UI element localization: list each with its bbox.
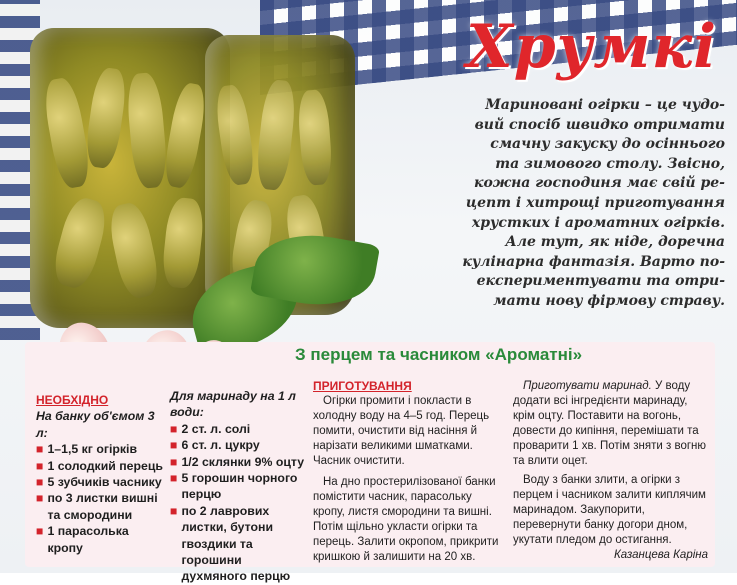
list-item: ■ 5 зубчиків часнику — [36, 475, 162, 490]
marinade-instructions — [513, 379, 708, 563]
intro-line: кожна господиня має свій ре- — [473, 175, 725, 192]
intro-line: хрустких і ароматних огірків. — [471, 214, 725, 231]
finish-paragraph: Воду з банки злити, а огірки з перцем і часником залити киплячим маринадом. Закупорити, перевернути банку догори дном, укутати пледом до остигання. — [513, 474, 706, 546]
list-item: ■ по 3 листки вишні та смородини — [36, 491, 158, 522]
needed-heading: НЕОБХІДНО — [36, 393, 109, 407]
marinade-heading: Для маринаду на 1 л води: — [170, 389, 296, 420]
bullet-icon: ■ — [36, 442, 44, 457]
list-item: ■ по 2 лаврових листки, бутони гвоздики та горошини духмяного перцю — [170, 503, 291, 584]
article-title: Хрумкі — [466, 12, 717, 82]
intro-line: кулінарна фантазія. Варто по- — [462, 253, 725, 270]
list-item: ■ 1 парасолька кропу — [36, 524, 129, 555]
bullet-icon: ■ — [170, 438, 178, 453]
preparation-heading: ПРИГОТУВАННЯ — [313, 379, 412, 393]
list-item: ■ 6 ст. л. цукру — [170, 438, 260, 453]
preparation-paragraph: Огірки промити і покласти в холодну воду на 4–5 год. Перець помити, очистити від насіння й нарізати великими шматками. Часник очистити. — [313, 395, 490, 467]
list-item: ■ 2 ст. л. солі — [170, 421, 251, 436]
intro-line: цепт і хитрощі приготування — [465, 194, 725, 211]
jar-heading: На банку об'ємом 3 л: — [36, 409, 155, 440]
bullet-icon: ■ — [170, 471, 178, 486]
preparation-paragraph: На дно простерилізованої банки помістити часник, парасольку кропу, листя смородини та вишні. Потім щільно укласти огірки та перець. Залити окропом, прикрити кришкою й залишити на 20 хв. — [313, 476, 499, 563]
preparation-column — [313, 379, 503, 565]
list-item: ■ 1 солодкий перець — [36, 458, 163, 473]
intro-line: Мариновані огірки – це чудо- — [485, 97, 725, 113]
bullet-icon: ■ — [36, 524, 44, 539]
intro-line: Але тут, як ніде, доречна — [505, 234, 725, 251]
intro-line: мати нову фірмову страву. — [493, 292, 725, 309]
bullet-icon: ■ — [36, 475, 44, 490]
author-signature: Казанцева Каріна — [613, 549, 708, 561]
intro-line: вий спосіб швидко отримати — [474, 116, 725, 133]
intro-paragraph — [360, 96, 725, 312]
intro-line: експериментувати та отри- — [476, 273, 725, 290]
bullet-icon: ■ — [170, 454, 178, 469]
ingredients-marinade — [170, 388, 305, 585]
list-item: ■ 1/2 склянки 9% оцту — [170, 454, 305, 469]
pickle-jar-left — [30, 28, 230, 328]
bullet-icon: ■ — [170, 421, 178, 436]
intro-line: та зимового столу. Звісно, — [495, 155, 725, 172]
list-item: ■ 1–1,5 кг огірків — [36, 442, 138, 457]
ingredients-jar — [36, 392, 166, 556]
list-item: ■ 5 горошин чорного перцю — [170, 471, 298, 502]
bullet-icon: ■ — [36, 458, 44, 473]
intro-line: смачну закуску до осіннього — [490, 136, 725, 153]
bullet-icon: ■ — [170, 503, 178, 518]
bullet-icon: ■ — [36, 491, 44, 506]
marinade-paragraph: Приготувати маринад. У воду додати всі інгредієнти маринаду, крім оцту. Поставити на вогонь, довести до кипіння, перемішати та проварити 1 хв. Потім зняти з вогню та влити оцет. — [513, 380, 707, 467]
recipe-title: З перцем та часником «Ароматні» — [295, 345, 583, 364]
